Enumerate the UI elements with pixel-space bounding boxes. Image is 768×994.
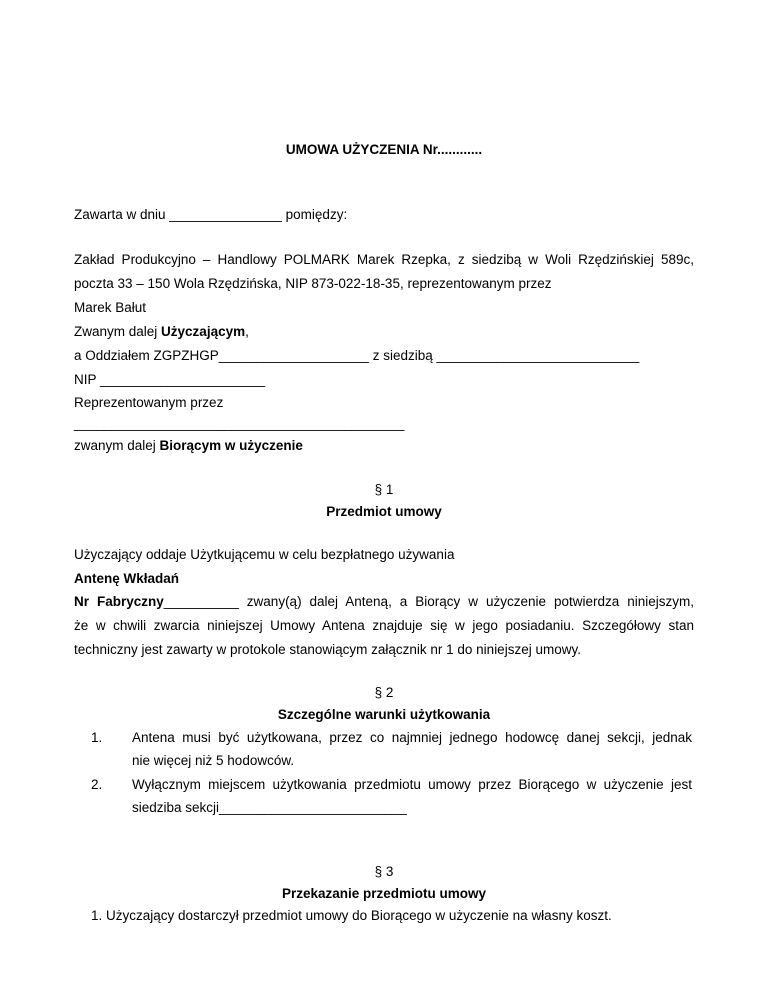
date-line: Zawarta w dniu _______________ pomiędzy: xyxy=(74,207,348,222)
borrower-label xyxy=(74,436,303,456)
representative-name: Marek Bałut xyxy=(74,300,147,315)
s1-line-4: że w chwili zwarcia niniejszej Umowy Antena znajduje się w jego posiadaniu. Szczegółowy stan xyxy=(74,618,694,633)
section-3-symbol: § 3 xyxy=(374,864,394,879)
nip-line: NIP ______________________ xyxy=(74,372,266,387)
lender-label-suffix: , xyxy=(245,324,249,339)
s2-item-2-line-1: Wyłącznym miejscem użytkowania przedmiotu umowy przez Biorącego w użyczenie jest xyxy=(132,777,692,792)
document-title: UMOWA UŻYCZENIA Nr............ xyxy=(285,142,483,157)
lender-label xyxy=(74,322,249,342)
lender-label-prefix: Zwanym dalej xyxy=(74,324,162,339)
serial-line-rest: __________ zwany(ą) dalej Anteną, a Biorący w użyczenie potwierdza niniejszym, xyxy=(163,594,694,609)
s1-antenna-name: Antenę Wkładań xyxy=(74,571,180,586)
section-1-symbol: § 1 xyxy=(374,482,394,497)
s2-item-2-line-2: siedziba sekcji_________________________ xyxy=(132,800,407,815)
s3-item-1: 1. Użyczający dostarczył przedmiot umowy do Biorącego w użyczenie na własny koszt. xyxy=(91,908,612,923)
s2-item-1-number: 1. xyxy=(91,730,103,745)
lender-line-2: poczta 33 – 150 Wola Rzędzińska, NIP 873-022-18-35, reprezentowanym przez xyxy=(74,276,552,291)
lender-line-1: Zakład Produkcyjno – Handlowy POLMARK Marek Rzepka, z siedzibą w Woli Rzędzińskiej 589c, xyxy=(74,252,694,267)
represented-blank: ____________________________________________ xyxy=(74,416,405,431)
section-1-heading: Przedmiot umowy xyxy=(326,504,442,519)
section-2-symbol: § 2 xyxy=(374,685,394,700)
s1-line-5: techniczny jest zawarty w protokole stanowiącym załącznik nr 1 do niniejszej umowy. xyxy=(74,642,581,657)
borrower-label-bold: Biorącym w użyczenie xyxy=(159,438,303,453)
branch-line: a Oddziałem ZGPZHGP____________________ z siedzibą ___________________________ xyxy=(74,348,640,363)
serial-label: Nr Fabryczny xyxy=(74,594,164,609)
s2-item-1-line-2: nie więcej niż 5 hodowców. xyxy=(132,753,295,768)
s1-serial-line xyxy=(74,592,694,612)
section-2-heading: Szczególne warunki użytkowania xyxy=(277,707,491,722)
section-3-heading: Przekazanie przedmiotu umowy xyxy=(281,886,487,901)
s1-line-1: Użyczający oddaje Użytkującemu w celu bezpłatnego używania xyxy=(74,547,455,562)
represented-by: Reprezentowanym przez xyxy=(74,395,224,410)
borrower-label-prefix: zwanym dalej xyxy=(74,438,160,453)
s2-item-2-number: 2. xyxy=(91,777,103,792)
lender-label-bold: Użyczającym xyxy=(161,324,246,339)
s2-item-1-line-1: Antena musi być użytkowana, przez co najmniej jednego hodowcę danej sekcji, jednak xyxy=(132,730,692,745)
